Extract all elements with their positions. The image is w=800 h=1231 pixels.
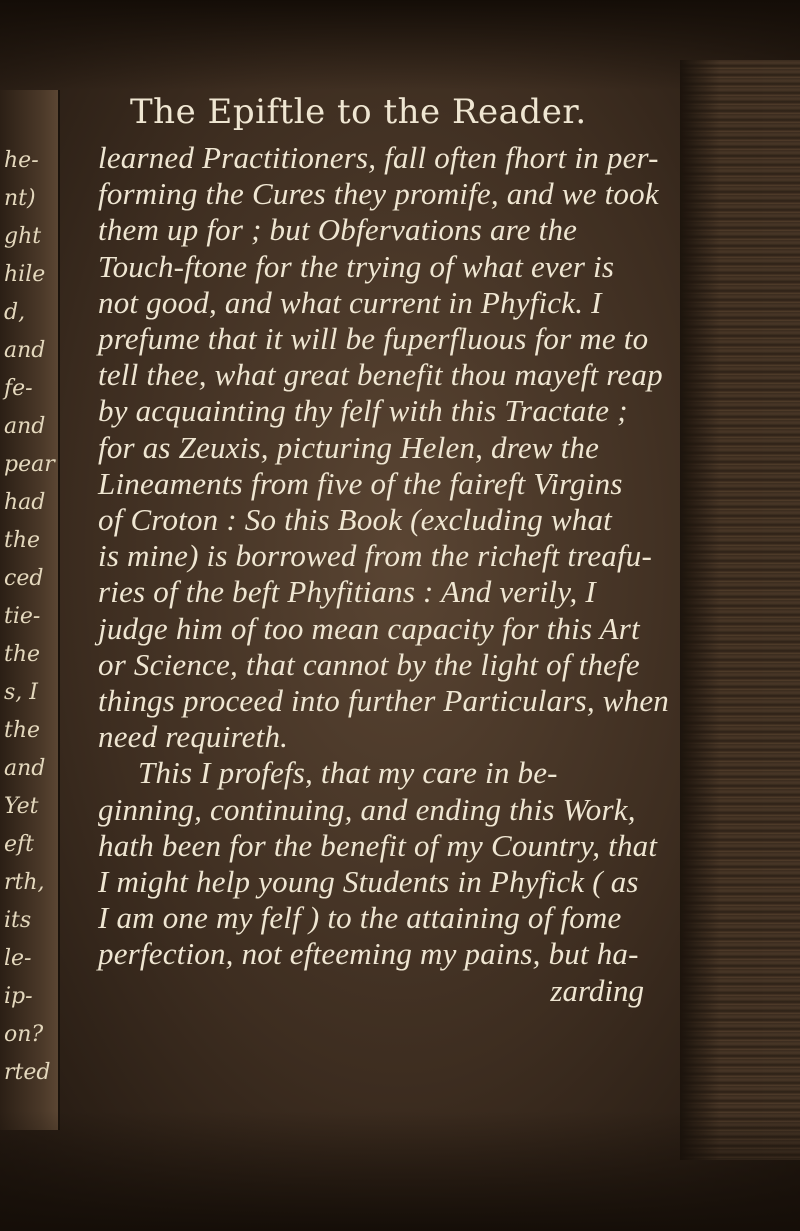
- facing-page-fragment: ced: [4, 566, 44, 591]
- facing-page-fragment: the: [4, 642, 41, 667]
- facing-page-fragment: pear: [4, 452, 55, 477]
- facing-page-fragment: s, I: [4, 680, 38, 705]
- page-edges-right: [680, 60, 800, 1160]
- catchword: zarding: [550, 972, 644, 1008]
- facing-page-fragment: tie-: [4, 604, 41, 629]
- facing-page-fragment: the: [4, 528, 41, 553]
- text-line: Touch-ftone for the trying of what ever is: [98, 248, 615, 284]
- text-line: forming the Cures they promife, and we took: [98, 176, 659, 212]
- facing-page-fragment: ip-: [4, 984, 33, 1009]
- facing-page-fragment: ght: [4, 224, 42, 249]
- bottom-shadow: [0, 1111, 800, 1231]
- page-text-block: [98, 92, 669, 1009]
- text-line: need requireth.: [98, 719, 289, 755]
- text-line: ginning, continuing, and ending this Work,: [98, 791, 636, 827]
- text-line: for as Zeuxis, picturing Helen, drew the: [98, 429, 600, 465]
- text-line: is mine) is borrowed from the richeft treafu-: [98, 538, 653, 574]
- text-line: perfection, not efteeming my pains, but ha-: [98, 936, 639, 972]
- facing-page-fragment: fe-: [4, 376, 33, 401]
- previous-page-edge: [0, 90, 60, 1130]
- facing-page-fragment: d,: [4, 300, 26, 325]
- facing-page-fragment: nt): [4, 186, 36, 211]
- text-line: I might help young Students in Phyfick ( as: [98, 864, 639, 900]
- text-line: things proceed into further Particulars, when: [98, 683, 669, 719]
- text-line: hath been for the benefit of my Country, that: [98, 827, 658, 863]
- facing-page-fragment: he-: [4, 148, 39, 173]
- text-line: of Croton : So this Book (excluding what: [98, 502, 612, 538]
- facing-page-fragment: had: [4, 490, 46, 515]
- text-line: Lineaments from five of the faireft Virgins: [98, 465, 623, 501]
- text-line: ries of the beft Phyfitians : And verily, I: [98, 574, 596, 610]
- paragraph-1: [98, 140, 669, 755]
- text-line: by acquainting thy felf with this Tractate ;: [98, 393, 628, 429]
- running-head: The Epiftle to the Reader.: [130, 92, 587, 132]
- text-line: This I profefs, that my care in be-: [138, 755, 558, 791]
- text-line: tell thee, what great benefit thou mayeft reap: [98, 357, 663, 393]
- text-line: learned Practitioners, fall often fhort in per-: [98, 140, 659, 175]
- text-line: I am one my felf ) to the attaining of fome: [98, 900, 622, 936]
- facing-page-fragment: its: [4, 908, 32, 933]
- facing-page-fragment: rth,: [4, 870, 45, 895]
- text-line: prefume that it will be fuperfluous for me to: [98, 321, 649, 357]
- facing-page-fragment: and: [4, 338, 46, 363]
- facing-page-fragment: le-: [4, 946, 32, 971]
- facing-page-fragment: on?: [4, 1022, 44, 1047]
- facing-page-fragment: and: [4, 414, 46, 439]
- facing-page-fragment: rted: [4, 1060, 51, 1085]
- text-line: or Science, that cannot by the light of thefe: [98, 646, 640, 682]
- facing-page-fragment: eft: [4, 832, 35, 857]
- facing-page-fragment: and: [4, 756, 46, 781]
- paragraph-2: [98, 755, 658, 972]
- text-line: judge him of too mean capacity for this Art: [98, 610, 640, 646]
- text-line: not good, and what current in Phyfick. I: [98, 284, 602, 320]
- facing-page-fragment: the: [4, 718, 41, 743]
- text-line: them up for ; but Obfervations are the: [98, 212, 578, 248]
- facing-page-fragment: Yet: [4, 794, 39, 819]
- facing-page-fragment: hile: [4, 262, 46, 287]
